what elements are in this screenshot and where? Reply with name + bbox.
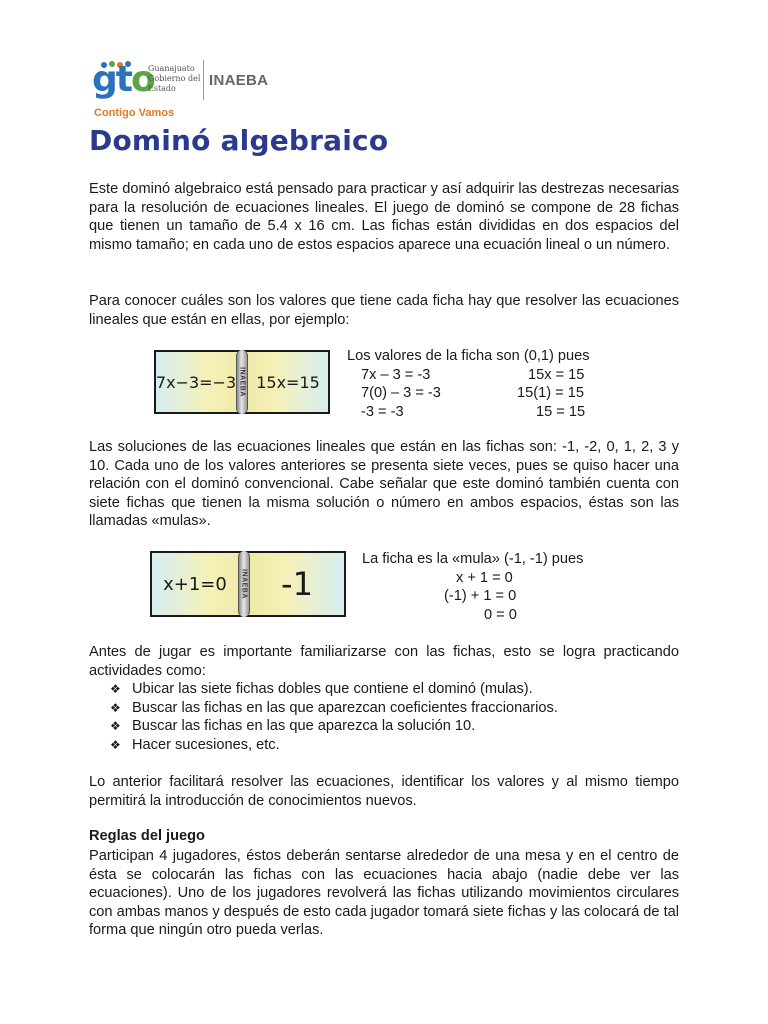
list-item: ❖ Buscar las fichas en las que aparezca la solución 10. — [110, 718, 476, 735]
example-1-row-3-right: 15 = 15 — [536, 403, 586, 420]
example-1-heading: Los valores de la ficha son (0,1) pues — [347, 348, 590, 364]
tile-right-half — [248, 352, 328, 412]
diamond-bullet-icon: ❖ — [110, 682, 121, 696]
domino-tile-example-2 — [150, 551, 346, 617]
example-1-row-2-right: 15(1) = 15 — [517, 385, 584, 402]
tile-right-number: -1 — [281, 565, 313, 603]
list-item: ❖ Buscar las fichas en las que aparezcan coeficientes fraccionarios. — [110, 699, 558, 716]
tile-divider-pin: INAEBA — [236, 350, 248, 414]
diamond-bullet-icon: ❖ — [110, 719, 121, 734]
example-1-row-1-left: 7x – 3 = -3 — [361, 366, 431, 383]
tile-right-half — [250, 553, 344, 615]
list-item: ❖ Hacer sucesiones, etc. — [110, 736, 280, 753]
domino-tile-example-1 — [154, 350, 330, 414]
tile-left-half — [156, 352, 236, 412]
diamond-bullet-icon: ❖ — [110, 700, 121, 715]
example-2-line-2: (-1) + 1 = 0 — [444, 588, 517, 605]
logo-gobierno-text: Guanajuato Gobierno del Estado — [148, 64, 201, 93]
example-1-row-3-left: -3 = -3 — [361, 403, 404, 420]
after-paragraph: Lo anterior facilitará resolver las ecuaciones, identificar los valores y al mismo tiempo permitirá la introducción de conocimientos nuevos. — [89, 774, 679, 809]
solutions-paragraph: Las soluciones de las ecuaciones lineales que están en las fichas son: -1, -2, 0, 1, 2, 3 y 10. Cada uno de los valores anteriores se presenta siete veces, pues se quiso hacer una relación con el dominó convencional. Cabe señalar que este dominó también cuenta con siete fichas que tienen la misma solución o número en ambos espacios, éstas son las llamadas «mulas». — [89, 439, 679, 530]
before-playing-paragraph: Antes de jugar es importante familiarizarse con las fichas, esto se logra practicando actividades como: — [89, 644, 679, 679]
rules-heading: Reglas del juego — [89, 828, 205, 844]
logo-divider — [203, 60, 204, 100]
tile-divider-pin: INAEBA — [238, 551, 250, 617]
example-2-heading: La ficha es la «mula» (-1, -1) pues — [362, 551, 584, 567]
example-2-line-3: 0 = 0 — [484, 606, 517, 623]
tile-left-equation: x+1=0 — [163, 573, 227, 595]
example-1-row-1-right: 15x = 15 — [528, 366, 585, 383]
rules-paragraph: Participan 4 jugadores, éstos deberán sentarse alrededor de una mesa y en el centro de ésta se colocarán las fichas con las ecuaciones hacia abajo (nadie debe ver las ecuaciones). Uno de los jugadores revolverá las fichas utilizando movimientos circulares con ambas manos y después de esto cada jugador tomará siete fichas y las colocará de tal forma que ningún otro pueda verlas. — [89, 848, 679, 939]
example-2-line-1: x + 1 = 0 — [456, 569, 513, 586]
activities-list — [110, 680, 558, 754]
tile-left-half — [152, 553, 238, 615]
values-paragraph: Para conocer cuáles son los valores que tiene cada ficha hay que resolver las ecuaciones lineales que están en ellas, por ejemplo: — [89, 293, 679, 328]
example-2-calculation — [362, 550, 642, 626]
logo-gto-wordmark: gto — [92, 59, 154, 100]
tile-right-equation: 15x=15 — [256, 372, 320, 392]
logo-contigo-text: Contigo Vamos — [94, 107, 175, 119]
logo-inaeba-text: INAEBA — [209, 72, 269, 89]
document-title: Dominó algebraico — [89, 124, 389, 157]
example-1-row-2-left: 7(0) – 3 = -3 — [361, 385, 441, 402]
tile-left-equation: 7x−3=−3 — [155, 372, 237, 392]
intro-paragraph: Este dominó algebraico está pensado para practicar y así adquirir las destrezas necesarias para la resolución de ecuaciones lineales. El juego de dominó se compone de 28 fichas que tienen un tamaño de 5.4 x 16 cm. Las fichas están divididas en dos espacios del mismo tamaño; en cada uno de estos espacios aparece una ecuación lineal o un número. — [89, 181, 679, 253]
diamond-bullet-icon: ❖ — [110, 737, 121, 752]
list-item: ❖ Ubicar las siete fichas dobles que contiene el dominó (mulas). — [110, 681, 533, 697]
example-1-calculation — [347, 347, 667, 423]
gto-inaeba-logo — [92, 58, 282, 124]
